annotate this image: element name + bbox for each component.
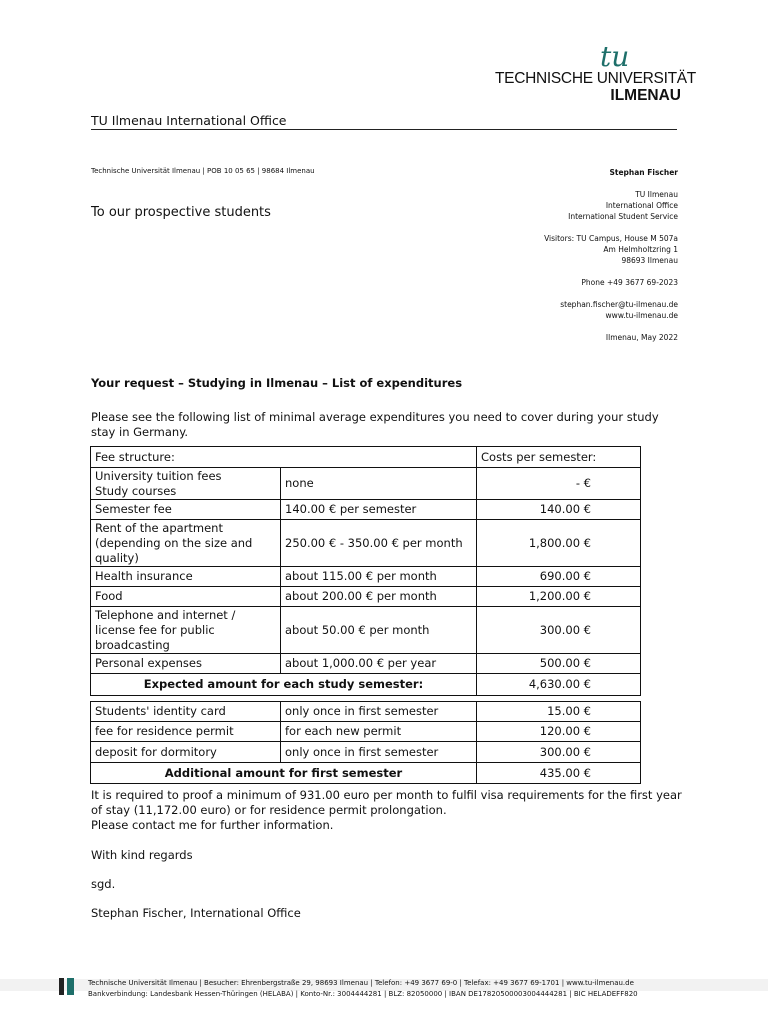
- table-row: [91, 742, 641, 763]
- intro-paragraph: Please see the following list of minimal average expenditures you need to cover during your study stay in Germany.: [91, 410, 659, 439]
- contact-name: Stephan Fischer: [609, 168, 678, 177]
- row-detail: about 200.00 € per month: [281, 587, 477, 607]
- row-detail: about 115.00 € per month: [281, 567, 477, 587]
- row-cost: 120.00 €: [477, 722, 641, 742]
- signer-name: Stephan Fischer, International Office: [91, 906, 301, 920]
- university-logo-monogram: [598, 40, 644, 74]
- row-detail: only once in first semester: [281, 702, 477, 722]
- row-cost: 140.00 €: [477, 500, 641, 520]
- total-label: Expected amount for each study semester:: [91, 674, 477, 696]
- table-header-row: [91, 447, 641, 468]
- footer-address-line: Technische Universität Ilmenau | Besucher: Ehrenbergstraße 29, 98693 Ilmenau | Telefon: +49 3677 69-0 | Telefax: +49 3677 69-1701 | www.tu-ilmenau.de: [88, 979, 634, 987]
- contact-paragraph: Please contact me for further information.: [91, 818, 334, 832]
- table-row: [91, 567, 641, 587]
- table-row: [91, 702, 641, 722]
- row-cost: 15.00 €: [477, 702, 641, 722]
- office-title: TU Ilmenau International Office: [91, 113, 287, 128]
- row-detail: about 1,000.00 € per year: [281, 654, 477, 674]
- table-total-row: [91, 763, 641, 784]
- contact-phone: Phone +49 3677 69-2023: [581, 278, 678, 287]
- row-cost: 690.00 €: [477, 567, 641, 587]
- logo-line1: TECHNISCHE UNIVERSITÄT: [495, 70, 696, 87]
- row-item: Rent of the apartment (depending on the size and quality): [91, 520, 281, 567]
- table-row: [91, 520, 641, 567]
- table-row: [91, 607, 641, 654]
- row-cost: 300.00 €: [477, 742, 641, 763]
- proof-paragraph: It is required to proof a minimum of 931.00 euro per month to fulfil visa requirements for the first year of stay (11,172.00 euro) or for residence permit prolongation.: [91, 788, 682, 817]
- row-cost: - €: [477, 468, 641, 500]
- footer-bank-line: Bankverbindung: Landesbank Hessen-Thüringen (HELABA) | Konto-Nr.: 3004444281 | BLZ: 82050000 | IBAN DE17820500003004444281 | BIC HELADEFF820: [88, 990, 638, 998]
- row-item: Health insurance: [91, 567, 281, 587]
- contact-visitors: Visitors: TU Campus, House M 507a: [544, 234, 678, 243]
- row-item: Food: [91, 587, 281, 607]
- sender-address-line: Technische Universität Ilmenau | POB 10 05 65 | 98684 Ilmenau: [91, 167, 315, 175]
- row-cost: 1,800.00 €: [477, 520, 641, 567]
- row-item: Students' identity card: [91, 702, 281, 722]
- contact-street: Am Helmholtzring 1: [603, 245, 678, 254]
- row-cost: 500.00 €: [477, 654, 641, 674]
- table-row: [91, 500, 641, 520]
- contact-city: 98693 Ilmenau: [621, 256, 678, 265]
- row-detail: none: [281, 468, 477, 500]
- row-item: deposit for dormitory: [91, 742, 281, 763]
- table-total-row: [91, 674, 641, 696]
- contact-email[interactable]: stephan.fischer@tu-ilmenau.de: [560, 300, 678, 309]
- contact-org1: TU Ilmenau: [635, 190, 678, 199]
- contact-org3: International Student Service: [568, 212, 678, 221]
- total-value: 4,630.00 €: [477, 674, 641, 696]
- footer-logo-bar-accent: [67, 978, 74, 995]
- row-detail: for each new permit: [281, 722, 477, 742]
- row-item: Semester fee: [91, 500, 281, 520]
- total-label: Additional amount for first semester: [91, 763, 477, 784]
- row-item: University tuition fees Study courses: [91, 468, 281, 500]
- table-row: [91, 468, 641, 500]
- row-cost: 1,200.00 €: [477, 587, 641, 607]
- row-detail: 250.00 € - 350.00 € per month: [281, 520, 477, 567]
- table-row: [91, 587, 641, 607]
- row-item: Personal expenses: [91, 654, 281, 674]
- row-item: Telephone and internet / license fee for public broadcasting: [91, 607, 281, 654]
- first-semester-table: [90, 701, 641, 784]
- header-fee-structure: Fee structure:: [91, 447, 477, 468]
- letter-subject: Your request – Studying in Ilmenau – List of expenditures: [91, 376, 463, 390]
- row-detail: only once in first semester: [281, 742, 477, 763]
- total-value: 435.00 €: [477, 763, 641, 784]
- title-divider: [91, 129, 677, 130]
- footer-logo-bar-dark: [59, 978, 64, 995]
- signature: sgd.: [91, 877, 116, 891]
- row-item: fee for residence permit: [91, 722, 281, 742]
- table-row: [91, 654, 641, 674]
- logo-line2: ILMENAU: [610, 87, 681, 104]
- header-costs: Costs per semester:: [477, 447, 641, 468]
- expenditure-table: [90, 446, 641, 696]
- contact-website[interactable]: www.tu-ilmenau.de: [605, 311, 678, 320]
- letter-date: Ilmenau, May 2022: [605, 333, 678, 342]
- logo-monogram-text: tu: [600, 40, 630, 73]
- table-row: [91, 722, 641, 742]
- recipient-line: To our prospective students: [91, 205, 271, 220]
- regards: With kind regards: [91, 848, 193, 862]
- row-detail: 140.00 € per semester: [281, 500, 477, 520]
- contact-org2: International Office: [605, 201, 678, 210]
- row-cost: 300.00 €: [477, 607, 641, 654]
- row-detail: about 50.00 € per month: [281, 607, 477, 654]
